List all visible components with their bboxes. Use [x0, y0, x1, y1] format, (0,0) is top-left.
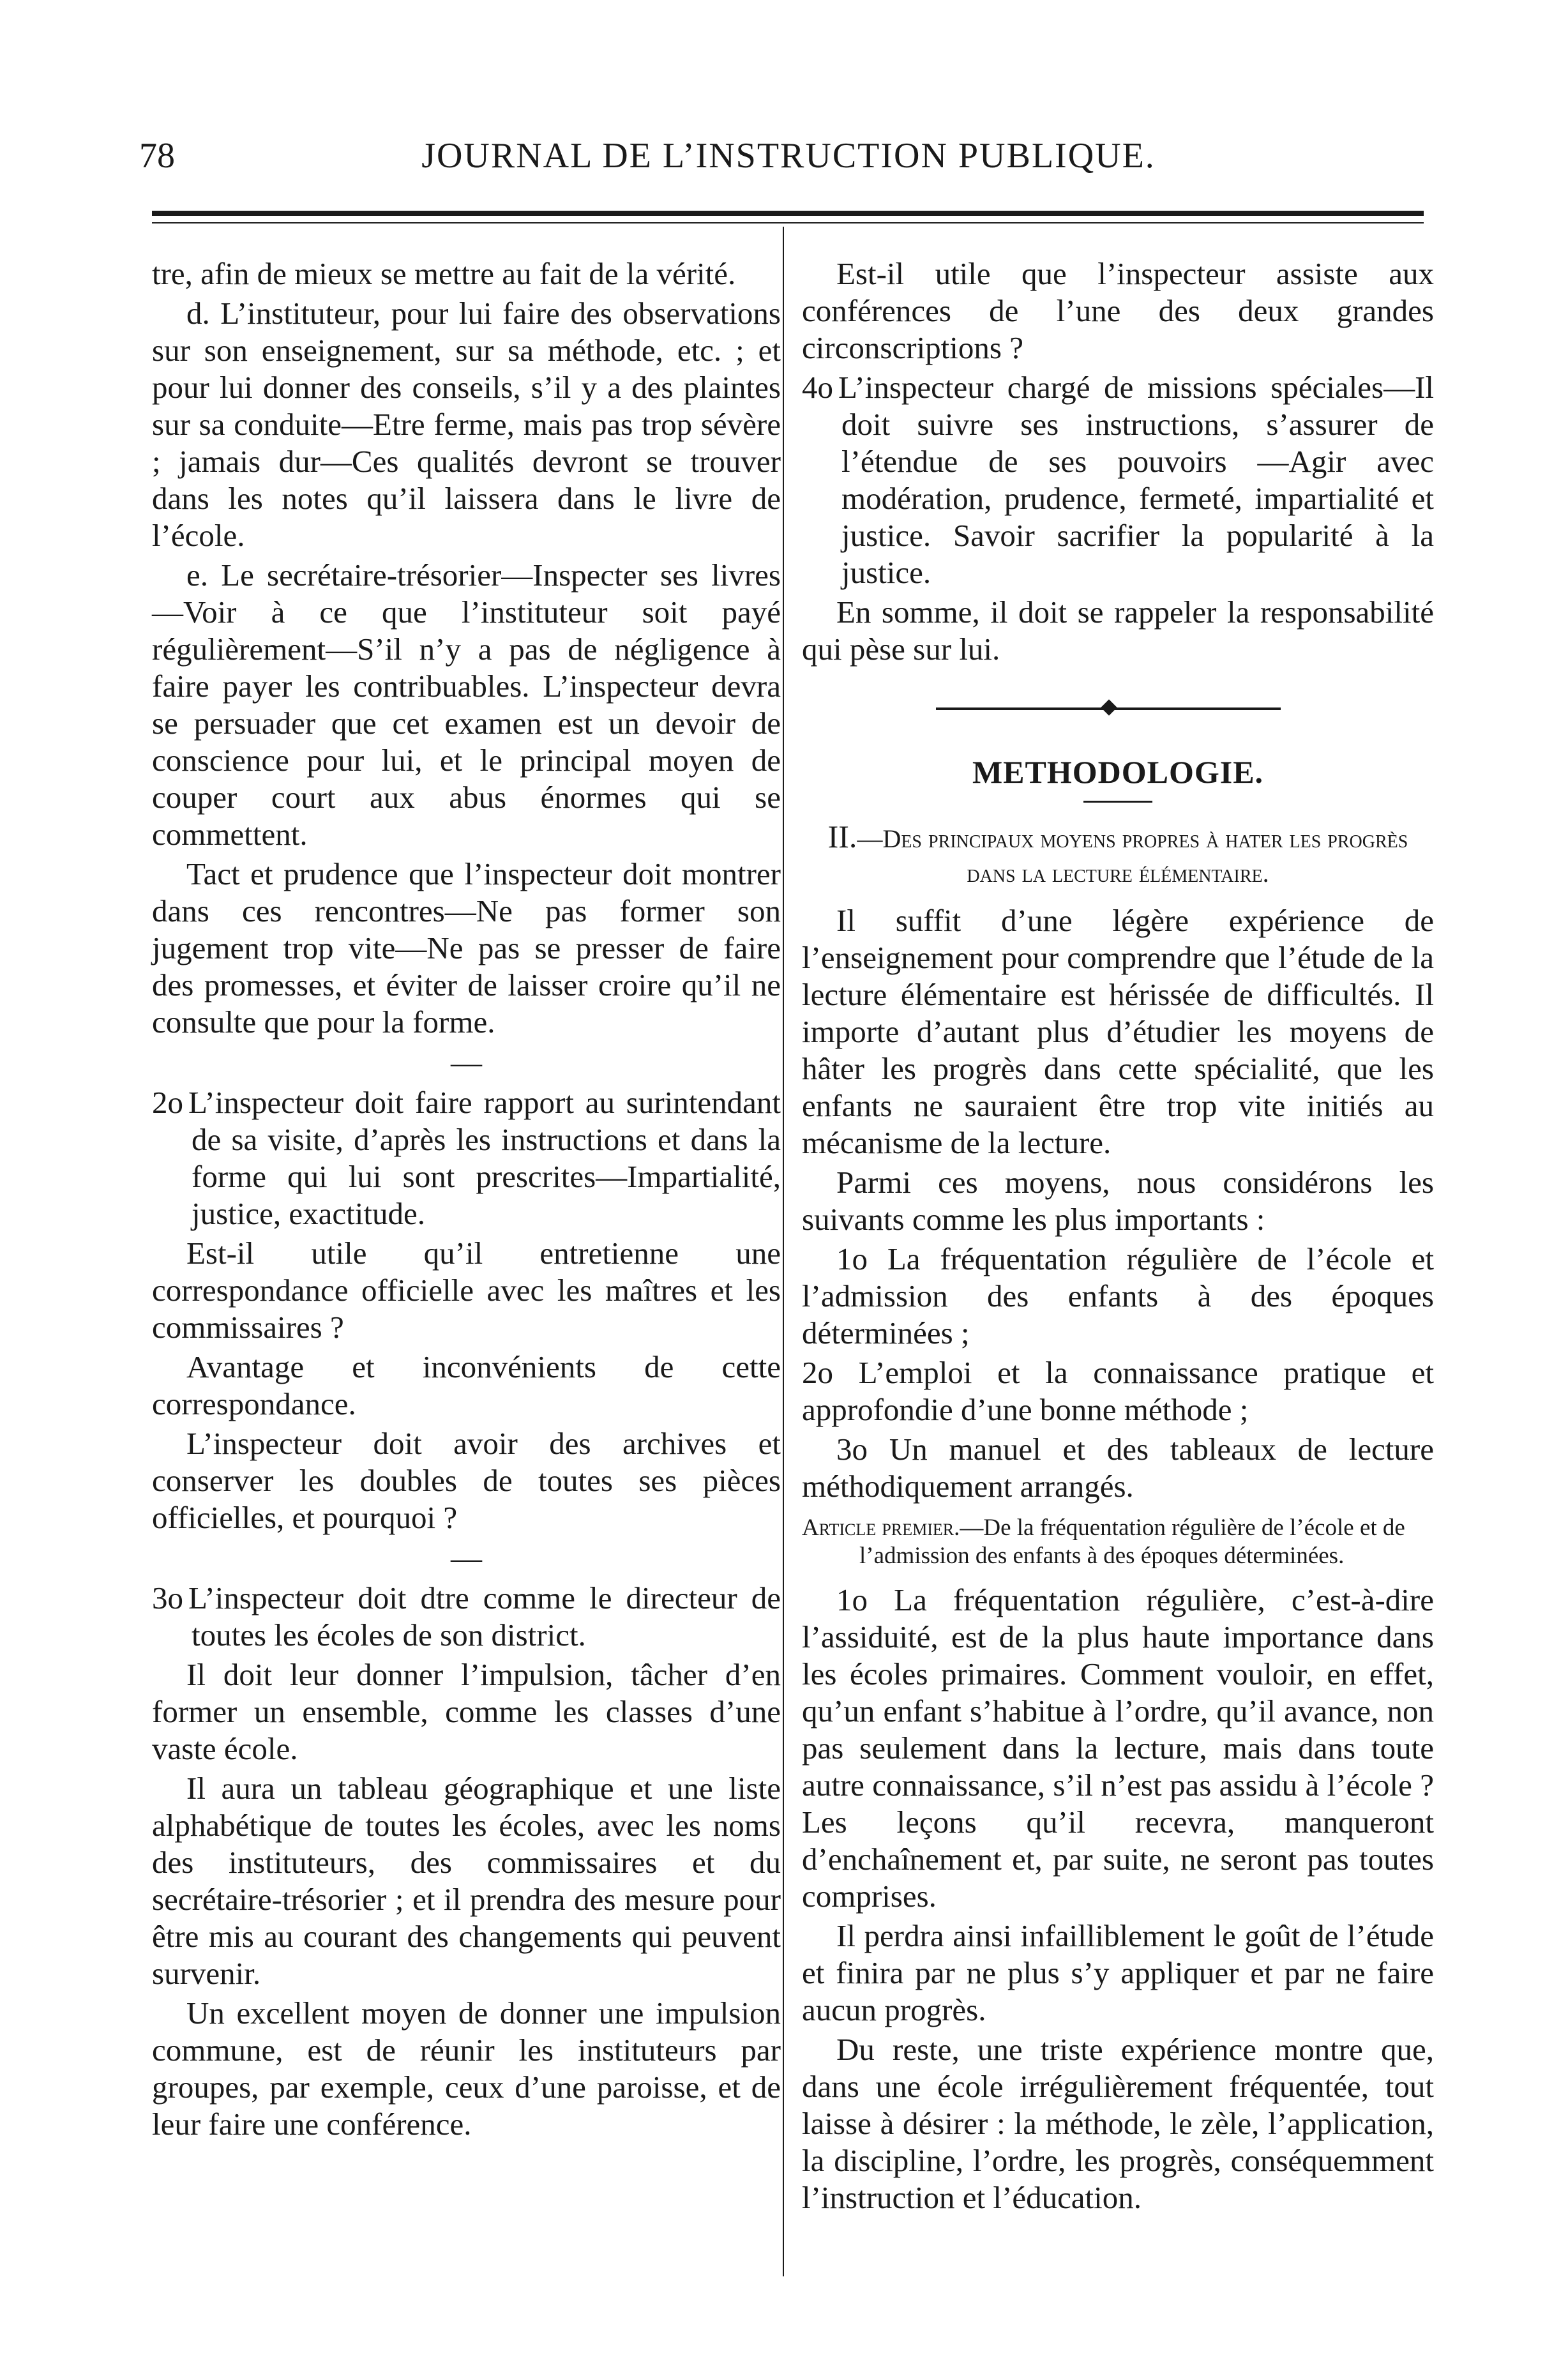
- column-divider: [783, 227, 784, 2276]
- paragraph-text: L’inspecteur chargé de missions spéciales—Il doit suivre ses instructions, s’assurer de l’étendue de ses pouvoirs —Agir avec modération, prudence, fermeté, impartialité et justice. Savoir sacrifier la popularité à la justice.: [838, 370, 1434, 590]
- item-number: 4o: [802, 370, 833, 405]
- paragraph: Tact et prudence que l’inspecteur doit montrer dans ces rencontres—Ne pas former son jugement trop vite—Ne pas se presser de faire des promesses, et éviter de laisser croire qu’il ne consulte que pour la forme.: [152, 856, 781, 1040]
- paragraph: Est-il utile que l’inspecteur assiste aux conférences de l’une des deux grandes circonscriptions ?: [802, 256, 1434, 365]
- article-label: Article premier.: [802, 1515, 960, 1541]
- item-number: 3o: [152, 1580, 183, 1615]
- paragraph: Un excellent moyen de donner une impulsion commune, est de réunir les instituteurs par groupes, par exemple, ceux d’une paroisse, et de leur faire une conférence.: [152, 1995, 781, 2142]
- paragraph-text: L’inspecteur doit dtre comme le directeur de toutes les écoles de son district.: [188, 1580, 781, 1653]
- paragraph: d. L’instituteur, pour lui faire des observations sur son enseignement, sur sa méthode, etc. ; et pour lui donner des conseils, s’il y a des plaintes sur sa conduite—Etre ferme, mais pas trop sévère ; jamais dur—Ces qualités devront se trouver dans les notes qu’il laissera dans le livre de l’école.: [152, 296, 781, 553]
- paragraph-text: L’inspecteur doit faire rapport au surintendant de sa visite, d’après les instructions et dans la forme qui lui sont prescrites—Impartialité, justice, exactitude.: [188, 1085, 781, 1231]
- paragraph: Il doit leur donner l’impulsion, tâcher d’en former un ensemble, comme les classes d’une vaste école.: [152, 1657, 781, 1766]
- header-rule-thin: [152, 222, 1424, 223]
- section-rule: [1083, 801, 1152, 803]
- running-title: JOURNAL DE L’INSTRUCTION PUBLIQUE.: [421, 136, 1156, 176]
- section-title: METHODOLOGIE.: [972, 754, 1264, 790]
- subsection-heading: [802, 819, 1434, 891]
- numbered-paragraph: [152, 1580, 781, 1654]
- paragraph: 1o La fréquentation régulière, c’est-à-dire l’assiduité, est de la plus haute importance dans les écoles primaires. Comment vouloir, en effet, qu’un enfant s’habitue à l’ordre, qu’il avance, non pas seulement dans la lecture, mais dans toute autre connaissance, s’il n’est pas assidu à l’école ? Les leçons qu’il recevra, manqueront d’enchaînement et, par suite, ne seront pas toutes comprises.: [802, 1582, 1434, 1914]
- paragraph: Il suffit d’une légère expérience de l’enseignement pour comprendre que l’étude de la lecture élémentaire est hérissée de difficultés. Il importe d’autant plus d’étudier les moyens de hâter les progrès dans cette spécialité, que les enfants ne sauraient être trop vite initiés au mécanisme de la lecture.: [802, 903, 1434, 1160]
- paragraph: Est-il utile qu’il entretienne une correspondance officielle avec les maîtres et les commissaires ?: [152, 1236, 781, 1345]
- ornamental-rule: [802, 696, 1434, 722]
- paragraph: L’inspecteur doit avoir des archives et conserver les doubles de toutes ses pièces officielles, et pourquoi ?: [152, 1426, 781, 1535]
- paragraph: tre, afin de mieux se mettre au fait de la vérité.: [152, 256, 736, 291]
- subsection-title: —Des principaux moyens propres à hater les progrès dans la lecture élémentaire.: [857, 824, 1408, 888]
- numbered-paragraph: [152, 1084, 781, 1232]
- paragraph: 1o La fréquentation régulière de l’école et l’admission des enfants à des époques déterminées ;: [802, 1241, 1434, 1351]
- paragraph: 3o Un manuel et des tableaux de lecture méthodiquement arrangés.: [802, 1432, 1434, 1504]
- ornament-diamond-icon: [1101, 699, 1117, 715]
- paragraph: Il aura un tableau géographique et une liste alphabétique de toutes les écoles, avec les noms des instituteurs, des commissaires et du secrétaire-trésorier ; et il prendra des mesure pour être mis au courant des changements qui peuvent survenir.: [152, 1771, 781, 1991]
- subsection-number: II.: [827, 819, 857, 854]
- article-heading: [802, 1514, 1434, 1570]
- page-number: 78: [139, 136, 175, 176]
- paragraph: Parmi ces moyens, nous considérons les suivants comme les plus importants :: [802, 1165, 1434, 1237]
- item-number: 2o: [152, 1085, 183, 1120]
- paragraph: Avantage et inconvénients de cette correspondance.: [152, 1349, 781, 1421]
- separator-dash: —: [451, 1045, 482, 1080]
- paragraph: 2o L’emploi et la connaissance pratique et approfondie d’une bonne méthode ;: [802, 1355, 1434, 1427]
- right-column: [802, 255, 1434, 2219]
- paragraph: Du reste, une triste expérience montre que, dans une école irrégulièrement fréquentée, tout laisse à désirer : la méthode, le zèle, l’application, la discipline, l’ordre, les progrès, conséquemment l’instruction et l’éducation.: [802, 2032, 1434, 2215]
- separator-dash: —: [451, 1540, 482, 1575]
- header-rule-thick: [152, 211, 1424, 216]
- paragraph: e. Le secrétaire-trésorier—Inspecter ses livres—Voir à ce que l’instituteur soit payé régulièrement—S’il n’y a pas de négligence à faire payer les contribuables. L’inspecteur devra se persuader que cet examen est un devoir de conscience pour lui, et le principal moyen de couper court aux abus énormes qui se commettent.: [152, 557, 781, 852]
- paragraph: En somme, il doit se rappeler la responsabilité qui pèse sur lui.: [802, 594, 1434, 667]
- left-column: [152, 255, 781, 2145]
- article-title: —De la fréquentation régulière de l’école et de l’admission des enfants à des époques déterminées.: [859, 1515, 1405, 1569]
- numbered-paragraph: [802, 369, 1434, 591]
- paragraph: Il perdra ainsi infailliblement le goût de l’étude et finira par ne plus s’y appliquer et par ne faire aucun progrès.: [802, 1918, 1434, 2027]
